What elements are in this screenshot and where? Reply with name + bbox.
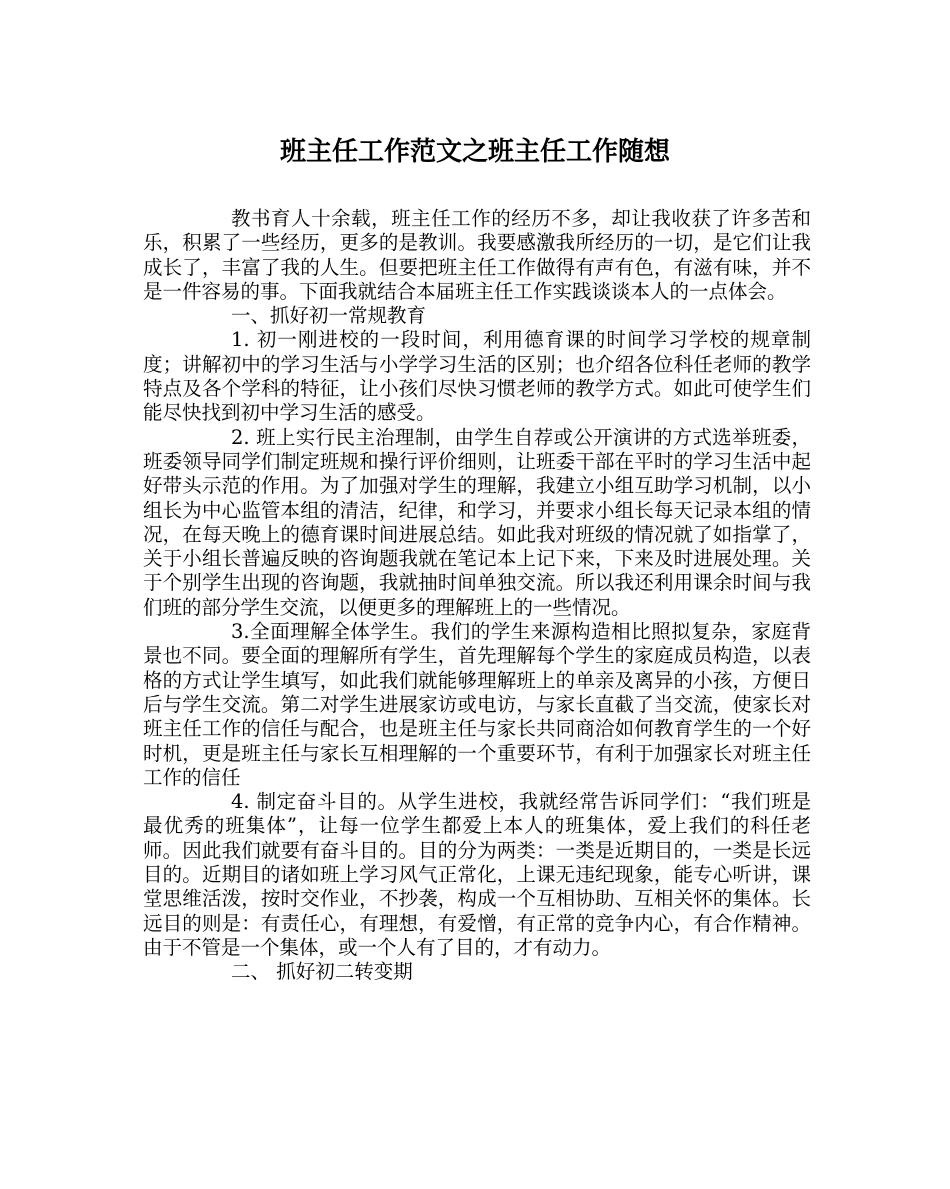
section-heading-2: 二、 抓好初二转变期 [231, 960, 413, 984]
paragraph-item-1: 1. 初一刚进校的一段时间，利用德育课的时间学习学校的规章制度；讲解初中的学习生活与小学学习生活的区别；也介绍各位科任老师的教学特点及各个学科的特征，让小孩们尽快习惯老师的教学方式。如此可使学生们能尽快找到初中学习生活的感受。 [143, 328, 811, 425]
paragraph-intro: 教书育人十余载，班主任工作的经历不多，却让我收获了许多苦和乐，积累了一些经历，更多的是教训。我要感激我所经历的一切，是它们让我成长了，丰富了我的人生。但要把班主任工作做得有声有色，有滋有味，并不是一件容易的事。下面我就结合本届班主任工作实践谈谈本人的一点体会。 [143, 207, 811, 303]
paragraph-item-2: 2. 班上实行民主治理制，由学生自荐或公开演讲的方式选举班委，班委领导同学们制定班规和操行评价细则，让班委干部在平时的学习生活中起好带头示范的作用。为了加强对学生的理解，我建立小组互助学习机制，以小组长为中心监管本组的清洁，纪律，和学习，并要求小组长每天记录本组的情况，在每天晚上的德育课时间进展总结。如此我对班级的情况就了如指掌了，关于小组长普遍反映的咨询题我就在笔记本上记下来，下来及时进展处理。关于个别学生出现的咨询题，我就抽时间单独交流。所以我还利用课余时间与我们班的部分学生交流，以便更多的理解班上的一些情况。 [143, 425, 811, 619]
document-title: 班主任工作范文之班主任工作随想 [279, 137, 670, 167]
paragraph-item-4: 4. 制定奋斗目的。从学生进校，我就经常告诉同学们：“我们班是最优秀的班集体”，让每一位学生都爱上本人的班集体，爱上我们的科任老师。因此我们就要有奋斗目的。目的分为两类：一类是近期目的，一类是长远目的。近期目的诸如班上学习风气正常化，上课无违纪现象，能专心听讲，课堂思维活泼，按时交作业，不抄袭，构成一个互相协助、互相关怀的集体。长远目的则是：有责任心，有理想，有爱憎，有正常的竞争内心，有合作精神。由于不管是一个集体，或一个人有了目的，才有动力。 [143, 790, 811, 959]
section-heading-1: 一、抓好初一常规教育 [231, 304, 427, 328]
paragraph-item-3: 3.全面理解全体学生。我们的学生来源构造相比照拟复杂，家庭背景也不同。要全面的理解所有学生，首先理解每个学生的家庭成员构造，以表格的方式让学生填写，如此我们就能够理解班上的单亲及离异的小孩，方便日后与学生交流。第二对学生进展家访或电访，与家长直截了当交流，使家长对班主任工作的信任与配合，也是班主任与家长共同商洽如何教育学生的一个好时机，更是班主任与家长互相理解的一个重要环节，有利于加强家长对班主任工作的信任 [143, 620, 811, 789]
document-body [143, 207, 811, 985]
